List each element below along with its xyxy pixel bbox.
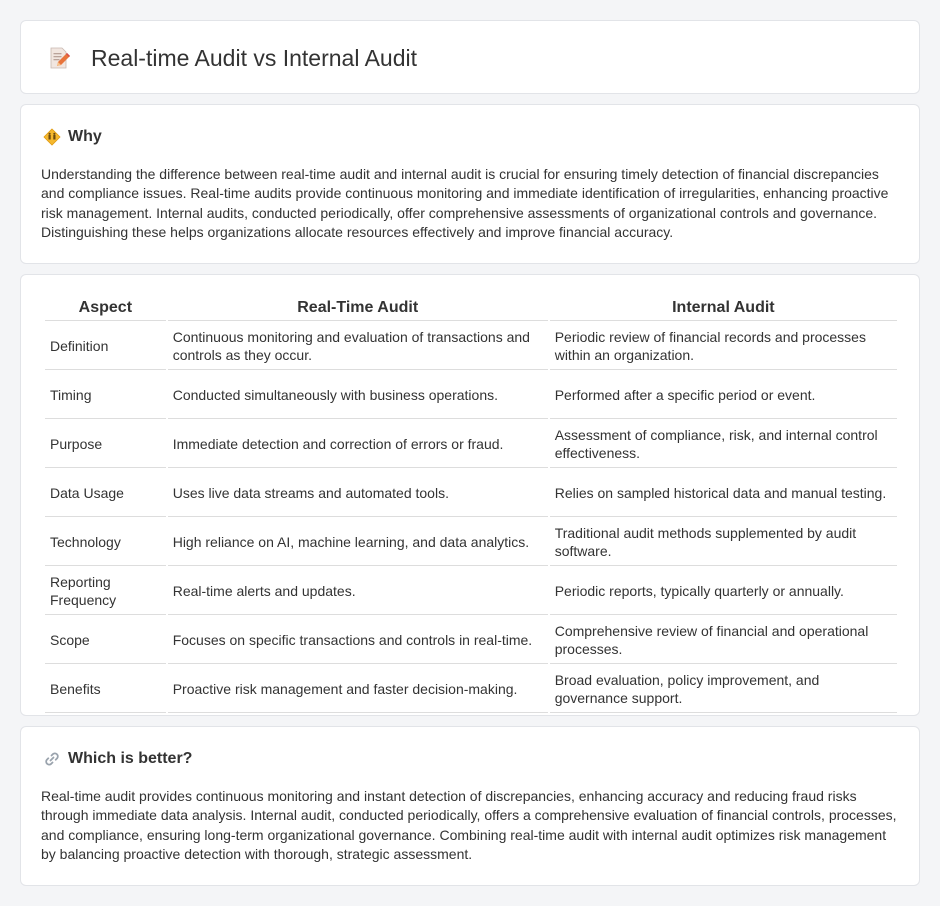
better-text: Real-time audit provides continuous monitoring and instant detection of discrepancies, enhancing accuracy and reducing fraud risks through immediate data analysis. Internal audit, conducted periodically, offers a comprehensive evaluation of financial controls, processes, and compliance, ensuring long-term organizational governance. Combining real-time audit with internal audit optimizes risk management by balancing proactive detection with thorough, strategic assessment. <box>41 788 897 863</box>
real-time-cell: Immediate detection and correction of errors or fraud. <box>168 420 548 468</box>
real-time-cell: Proactive risk management and faster decision-making. <box>168 665 548 713</box>
comparison-section <box>20 274 920 716</box>
aspect-cell: Timing <box>45 371 166 419</box>
real-time-cell: Real-time alerts and updates. <box>168 567 548 615</box>
table-row <box>45 665 897 713</box>
which-is-better-section <box>20 726 920 886</box>
internal-cell: Broad evaluation, policy improvement, and governance support. <box>550 665 897 713</box>
aspect-cell: Purpose <box>45 420 166 468</box>
better-heading: Which is better? <box>68 750 193 767</box>
internal-cell: Comprehensive review of financial and operational processes. <box>550 616 897 664</box>
table-row <box>45 371 897 419</box>
column-header-aspect: Aspect <box>45 296 166 321</box>
internal-cell: Assessment of compliance, risk, and internal control effectiveness. <box>550 420 897 468</box>
why-text: Understanding the difference between real-time audit and internal audit is crucial for ensuring timely detection of financial discrepancies and compliance issues. Real-time audits provide continuous monitoring and immediate identification of irregularities, enhancing proactive risk management. Internal audits, conducted periodically, offer comprehensive assessments of organizational controls and governance. Distinguishing these helps organizations allocate resources effectively and improve financial accuracy. <box>41 166 889 241</box>
link-icon <box>43 750 61 768</box>
real-time-cell: Focuses on specific transactions and controls in real-time. <box>168 616 548 664</box>
column-header-real-time-audit: Real-Time Audit <box>168 296 548 321</box>
internal-cell: Performed after a specific period or event. <box>550 371 897 419</box>
aspect-cell: Reporting Frequency <box>45 567 166 615</box>
real-time-cell: Continuous monitoring and evaluation of transactions and controls as they occur. <box>168 322 548 370</box>
table-row <box>45 518 897 566</box>
table-header-row <box>45 296 897 321</box>
real-time-cell: Uses live data streams and automated tools. <box>168 469 548 517</box>
document-pencil-icon <box>47 46 71 70</box>
column-header-internal-audit: Internal Audit <box>550 296 897 321</box>
internal-cell: Periodic reports, typically quarterly or annually. <box>550 567 897 615</box>
aspect-cell: Scope <box>45 616 166 664</box>
aspect-cell: Benefits <box>45 665 166 713</box>
aspect-cell: Technology <box>45 518 166 566</box>
table-row <box>45 322 897 370</box>
internal-cell: Traditional audit methods supplemented by audit software. <box>550 518 897 566</box>
aspect-cell: Definition <box>45 322 166 370</box>
comparison-table <box>43 295 899 714</box>
header-card <box>20 20 920 94</box>
table-row <box>45 616 897 664</box>
internal-cell: Relies on sampled historical data and manual testing. <box>550 469 897 517</box>
real-time-cell: High reliance on AI, machine learning, and data analytics. <box>168 518 548 566</box>
internal-cell: Periodic review of financial records and processes within an organization. <box>550 322 897 370</box>
table-row <box>45 469 897 517</box>
page-title: Real-time Audit vs Internal Audit <box>91 44 417 71</box>
real-time-cell: Conducted simultaneously with business operations. <box>168 371 548 419</box>
aspect-cell: Data Usage <box>45 469 166 517</box>
table-row <box>45 567 897 615</box>
why-section <box>20 104 920 264</box>
table-row <box>45 420 897 468</box>
why-heading: Why <box>68 128 102 145</box>
diamond-sign-icon <box>43 128 61 146</box>
